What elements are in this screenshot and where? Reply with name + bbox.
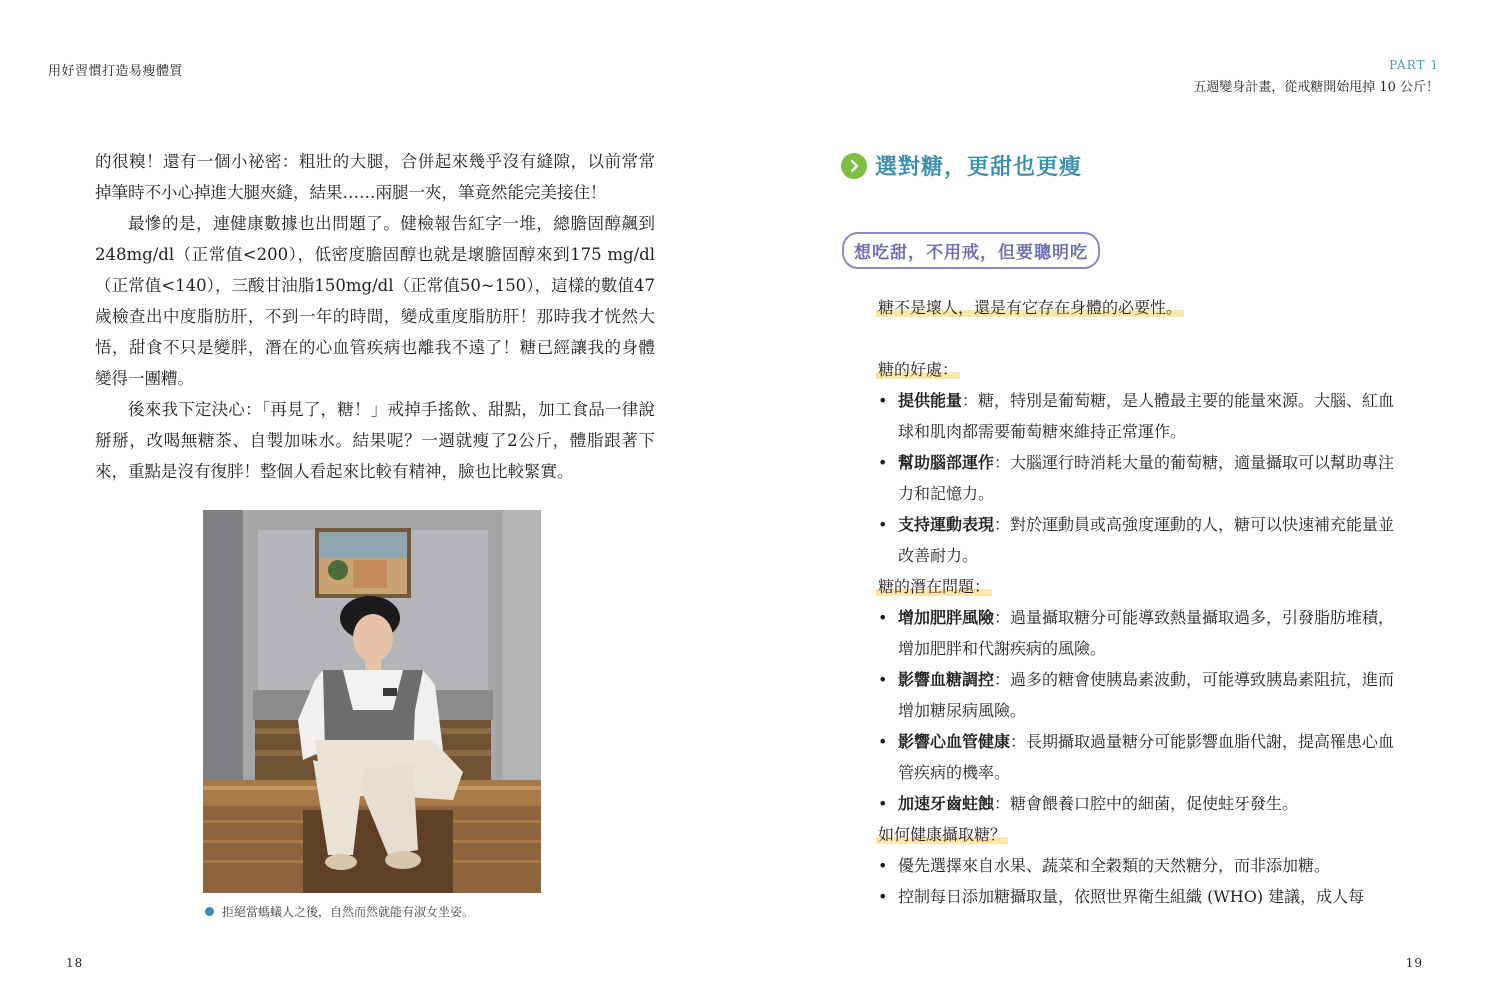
chevron-right-circle-icon bbox=[841, 153, 867, 179]
author-photo bbox=[203, 510, 541, 893]
lead-text: 糖不是壞人，還是有它存在身體的必要性。 bbox=[878, 298, 1183, 317]
benefits-heading: 糖的好處： bbox=[878, 360, 959, 379]
lead-sentence bbox=[876, 292, 1401, 323]
list-item: • 影響血糖調控：過多的糖會使胰島素波動，可能導致胰島素阻抗，進而增加糖尿病風險。 bbox=[876, 664, 1401, 726]
problems-heading: 糖的潛在問題： bbox=[878, 577, 991, 596]
dot-icon bbox=[205, 907, 214, 916]
running-title-right: 五週變身計畫，從戒糖開始甩掉 10 公斤！ bbox=[1193, 80, 1439, 95]
benefits-list bbox=[876, 385, 1401, 571]
right-page-body bbox=[876, 292, 1401, 912]
part-label: PART 1 bbox=[1389, 58, 1439, 72]
photo-caption bbox=[205, 903, 474, 920]
problems-list bbox=[876, 602, 1401, 819]
caption-text: 拒絕當螞蟻人之後，自然而然就能有淑女坐姿。 bbox=[222, 905, 475, 919]
paragraph: 後來我下定決心：「再見了，糖！」戒掉手搖飲、甜點，加工食品一律說掰掰，改喝無糖茶、自製加味水。結果呢？一週就瘦了2公斤，體脂跟著下來，重點是沒有復胖！整個人看起來比較有精神，臉也比較緊實。 bbox=[95, 400, 655, 481]
howto-list bbox=[876, 850, 1401, 912]
list-item: • 加速牙齒蛀蝕：糖會餵養口腔中的細菌，促使蛀牙發生。 bbox=[876, 788, 1401, 819]
list-item: • 影響心血管健康：長期攝取過量糖分可能影響血脂代謝，提高罹患心血管疾病的機率。 bbox=[876, 726, 1401, 788]
page-number-right: 19 bbox=[1405, 956, 1423, 970]
section-title: 選對糖，更甜也更瘦 bbox=[875, 155, 1083, 180]
pill-heading: 想吃甜，不用戒，但要聰明吃 bbox=[842, 232, 1100, 269]
list-item: • 控制每日添加糖攝取量，依照世界衛生組織 (WHO) 建議，成人每 bbox=[876, 881, 1401, 912]
list-item: • 支持運動表現：對於運動員或高強度運動的人，糖可以快速補充能量並改善耐力。 bbox=[876, 509, 1401, 571]
paragraph: 最慘的是，連健康數據也出問題了。健檢報告紅字一堆，總膽固醇飆到 248mg/dl（正常值<200），低密度膽固醇也就是壞膽固醇來到175 mg/dl（正常值<140），三酸甘油脂150mg/dl（正常值50~150），這樣的數值47歲檢查出中度脂肪肝，不到一年的時間，變成重度脂肪肝！那時我才恍然大悟，甜食不只是變胖，潛在的心血管疾病也離我不遠了！糖已經讓我的身體變得一團糟。 bbox=[95, 214, 655, 388]
list-item: • 提供能量：糖，特別是葡萄糖，是人體最主要的能量來源。大腦、紅血球和肌肉都需要葡萄糖來維持正常運作。 bbox=[876, 385, 1401, 447]
left-page-body bbox=[95, 146, 655, 487]
paragraph: 的很糗！還有一個小祕密：粗壯的大腿，合併起來幾乎沒有縫隙，以前常常掉筆時不小心掉進大腿夾縫，結果……兩腿一夾，筆竟然能完美接住！ bbox=[95, 152, 655, 202]
running-title-left: 用好習慣打造易瘦體質 bbox=[48, 64, 184, 79]
list-item: • 幫助腦部運作：大腦運行時消耗大量的葡萄糖，適量攝取可以幫助專注力和記憶力。 bbox=[876, 447, 1401, 509]
howto-heading: 如何健康攝取糖？ bbox=[878, 825, 1007, 844]
page-number-left: 18 bbox=[66, 956, 84, 970]
section-heading bbox=[841, 150, 1082, 181]
list-item: • 增加肥胖風險：過量攝取糖分可能導致熱量攝取過多，引發脂肪堆積，增加肥胖和代謝疾病的風險。 bbox=[876, 602, 1401, 664]
list-item: • 優先選擇來自水果、蔬菜和全穀類的天然糖分，而非添加糖。 bbox=[876, 850, 1401, 881]
